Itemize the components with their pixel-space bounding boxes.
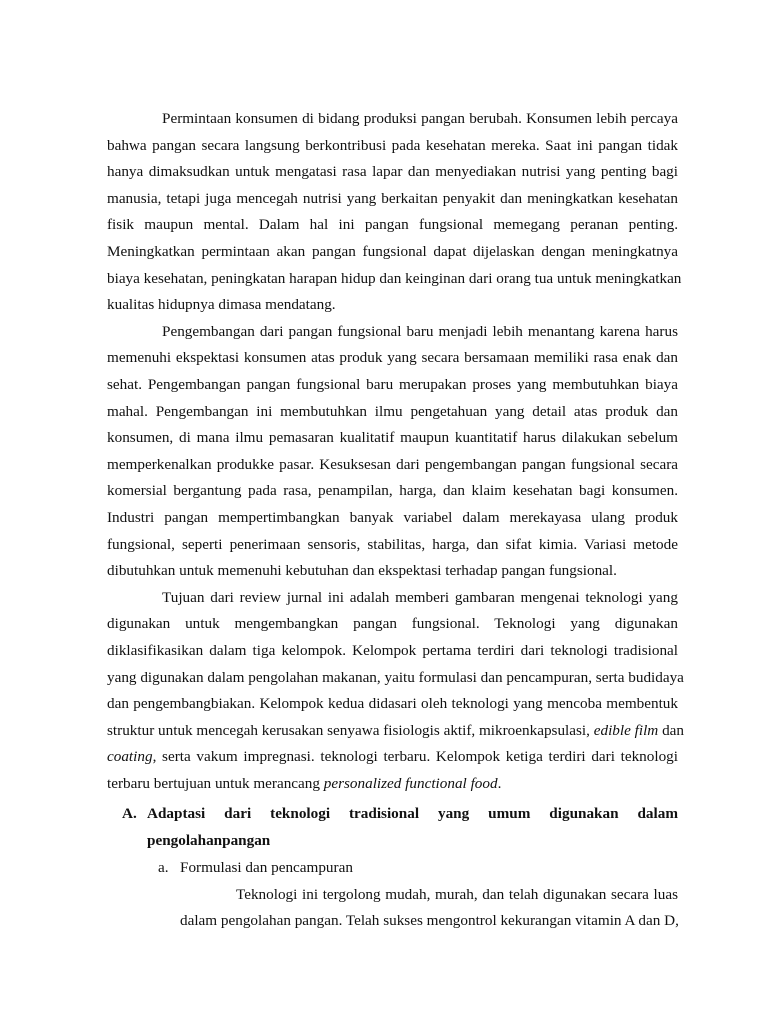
paragraph-3-line-8-text: terbaru bertujuan untuk merancang (107, 775, 324, 792)
subsection-a-marker: a. (158, 859, 169, 876)
term-personalized-functional-food: personalized functional food (323, 775, 498, 792)
section-a-heading (122, 801, 678, 828)
term-edible-film: edible film (593, 721, 659, 739)
paragraph-2-line-4: mahal. Pengembangan ini membutuhkan ilmu pengetahuan yang detail atas produk dan (107, 402, 678, 420)
paragraph-3-line-6 (107, 718, 685, 745)
paragraph-2-line-10: dibutuhkan untuk memenuhi kebutuhan dan ekspektasi terhadap pangan fungsional. (107, 562, 617, 580)
section-a-title-line-2: pengolahanpangan (147, 831, 271, 849)
term-coating: coating (107, 748, 153, 766)
paragraph-1-line-6: Meningkatkan permintaan akan pangan fungsional dapat dijelaskan dengan meningkatnya (107, 243, 678, 260)
subsection-a-line-2: dalam pengolahan pangan. Telah sukses mengontrol kekurangan vitamin A dan D, (180, 912, 679, 930)
paragraph-3-line-6-text: struktur untuk mencegah kerusakan senyawa fisiologis aktif, mikroenkapsulasi, (107, 721, 594, 739)
section-a-title-line-1: Adaptasi dari teknologi tradisional yang umum digunakan dalam (147, 805, 678, 822)
paragraph-3-line-5: dan pengembangbiakan. Kelompok kedua didasari oleh teknologi yang mencoba membentuk (107, 695, 678, 713)
subsection-a-line-1: Teknologi ini tergolong mudah, murah, dan telah digunakan secara luas (236, 885, 678, 903)
paragraph-3-line-6-tail: dan (658, 721, 685, 739)
paragraph-2-line-1: Pengembangan dari pangan fungsional baru menjadi lebih menantang karena harus (162, 322, 678, 340)
paragraph-2-line-8: Industri pangan mempertimbangkan banyak variabel dalam merekayasa ulang produk (107, 509, 678, 526)
paragraph-1-line-1: Permintaan konsumen di bidang produksi pangan berubah. Konsumen lebih percaya (162, 110, 678, 127)
paragraph-3-line-4: yang digunakan dalam pengolahan makanan, yaitu formulasi dan pencampuran, serta budidaya (107, 668, 684, 686)
paragraph-2-line-7: komersial bergantung pada rasa, penampilan, harga, dan klaim kesehatan bagi konsumen. (107, 482, 678, 500)
paragraph-3-line-7-text: , serta vakum impregnasi. teknologi terbaru. Kelompok ketiga terdiri dari teknologi (152, 748, 678, 766)
paragraph-2-line-2: memenuhi ekspektasi konsumen atas produk yang secara bersamaan memiliki rasa enak dan (107, 349, 678, 367)
paragraph-3-line-2: digunakan untuk mengembangkan pangan fungsional. Teknologi yang digunakan (107, 615, 678, 633)
paragraph-2-line-9: fungsional, seperti penerimaan sensoris, stabilitas, harga, dan sifat kimia. Variasi metode (107, 535, 678, 553)
section-a-marker: A. (122, 805, 137, 822)
paragraph-3-line-7 (107, 744, 678, 771)
paragraph-1-line-7: biaya kesehatan, peningkatan harapan hidup dan keinginan dari orang tua untuk meningkatkan (107, 269, 682, 287)
paragraph-2-line-5: konsumen, di mana ilmu pemasaran kualitatif maupun kuantitatif harus dilakukan sebelum (107, 429, 678, 447)
paragraph-1-line-4: manusia, tetapi juga mencegah nutrisi yang berkaitan penyakit dan meningkatkan kesehatan (107, 189, 678, 207)
paragraph-2-line-3: sehat. Pengembangan pangan fungsional baru merupakan proses yang membutuhkan biaya (107, 376, 678, 393)
paragraph-3-line-8-tail: . (497, 775, 502, 792)
paragraph-1-line-3: hanya dimaksudkan untuk mengatasi rasa lapar dan menyediakan nutrisi yang penting bagi (107, 163, 678, 181)
subsection-a-title: Formulasi dan pencampuran (180, 859, 353, 876)
paragraph-3-line-8 (107, 771, 678, 798)
subsection-a-heading (158, 855, 353, 882)
paragraph-1-line-5: fisik maupun mental. Dalam hal ini pangan fungsional memegang peranan penting. (107, 216, 678, 234)
paragraph-1-line-2: bahwa pangan secara langsung berkontribusi pada kesehatan mereka. Saat ini pangan tidak (107, 136, 678, 154)
paragraph-2-line-6: memperkenalkan produkke pasar. Kesuksesan dari pengembangan pangan fungsional secara (107, 455, 678, 473)
paragraph-3-line-3: diklasifikasikan dalam tiga kelompok. Kelompok pertama terdiri dari teknologi tradisional (107, 642, 678, 659)
paragraph-3-line-1: Tujuan dari review jurnal ini adalah memberi gambaran mengenai teknologi yang (162, 588, 678, 606)
paragraph-1-line-8: kualitas hidupnya dimasa mendatang. (107, 296, 336, 314)
